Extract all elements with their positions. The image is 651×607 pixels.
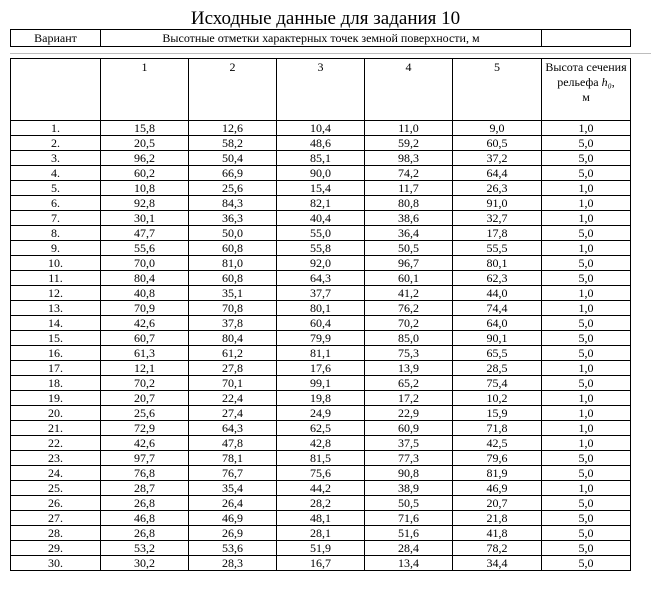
variant-cell: 26.: [11, 496, 101, 511]
elevations-header: Высотные отметки характерных точек земной поверхности, м: [101, 30, 542, 47]
elevation-cell: 35,4: [189, 481, 277, 496]
elevation-cell: 26,8: [101, 526, 189, 541]
table-row: [11, 511, 631, 526]
variant-cell: 12.: [11, 286, 101, 301]
relief-height-cell: 1,0: [542, 361, 631, 376]
elevation-cell: 81,1: [277, 346, 365, 361]
elevation-cell: 92,0: [277, 256, 365, 271]
elevation-cell: 17,6: [277, 361, 365, 376]
elevation-cell: 78,1: [189, 451, 277, 466]
table-row: [11, 241, 631, 256]
elevation-cell: 37,8: [189, 316, 277, 331]
elevation-cell: 60,4: [277, 316, 365, 331]
elevation-cell: 96,2: [101, 151, 189, 166]
table-row: [11, 331, 631, 346]
table-row: [11, 256, 631, 271]
elevation-cell: 42,5: [453, 436, 542, 451]
elevation-cell: 32,7: [453, 211, 542, 226]
elevation-cell: 74,2: [365, 166, 453, 181]
elevation-cell: 72,9: [101, 421, 189, 436]
elevation-cell: 27,4: [189, 406, 277, 421]
table-row: [11, 541, 631, 556]
elevation-cell: 85,0: [365, 331, 453, 346]
relief-height-cell: 1,0: [542, 286, 631, 301]
point-column-header: 1: [101, 59, 189, 121]
elevation-cell: 10,4: [277, 121, 365, 136]
data-table: [10, 58, 631, 571]
relief-height-cell: 1,0: [542, 181, 631, 196]
elevation-cell: 11,0: [365, 121, 453, 136]
relief-height-cell: 1,0: [542, 121, 631, 136]
column-header-row: [11, 59, 631, 121]
elevation-cell: 61,2: [189, 346, 277, 361]
variant-cell: 3.: [11, 151, 101, 166]
elevation-cell: 60,7: [101, 331, 189, 346]
elevation-cell: 37,7: [277, 286, 365, 301]
elevation-cell: 79,9: [277, 331, 365, 346]
elevation-cell: 91,0: [453, 196, 542, 211]
elevation-cell: 71,6: [365, 511, 453, 526]
elevation-cell: 34,4: [453, 556, 542, 571]
elevation-cell: 11,7: [365, 181, 453, 196]
relief-height-cell: 1,0: [542, 196, 631, 211]
table-row: [11, 436, 631, 451]
header-table: [10, 29, 631, 47]
elevation-cell: 60,1: [365, 271, 453, 286]
elevation-cell: 60,8: [189, 271, 277, 286]
variant-cell: 8.: [11, 226, 101, 241]
elevation-cell: 35,1: [189, 286, 277, 301]
elevation-cell: 65,2: [365, 376, 453, 391]
elevation-cell: 26,4: [189, 496, 277, 511]
elevation-cell: 79,6: [453, 451, 542, 466]
elevation-cell: 96,7: [365, 256, 453, 271]
relief-height-cell: 5,0: [542, 136, 631, 151]
relief-height-cell: 1,0: [542, 211, 631, 226]
variant-cell: 20.: [11, 406, 101, 421]
relief-height-cell: 5,0: [542, 256, 631, 271]
elevation-cell: 19,8: [277, 391, 365, 406]
relief-height-cell: 5,0: [542, 316, 631, 331]
elevation-cell: 51,9: [277, 541, 365, 556]
variant-cell: 7.: [11, 211, 101, 226]
elevation-cell: 22,9: [365, 406, 453, 421]
variant-cell: 11.: [11, 271, 101, 286]
relief-height-cell: 5,0: [542, 271, 631, 286]
elevation-cell: 99,1: [277, 376, 365, 391]
elevation-cell: 80,8: [365, 196, 453, 211]
elevation-cell: 20,7: [101, 391, 189, 406]
elevation-cell: 55,5: [453, 241, 542, 256]
elevation-cell: 15,9: [453, 406, 542, 421]
separator-line: [10, 53, 651, 54]
point-column-header: 4: [365, 59, 453, 121]
elevation-cell: 36,4: [365, 226, 453, 241]
elevation-cell: 42,6: [101, 436, 189, 451]
elevation-cell: 46,8: [101, 511, 189, 526]
elevation-cell: 65,5: [453, 346, 542, 361]
elevation-cell: 92,8: [101, 196, 189, 211]
elevation-cell: 64,0: [453, 316, 542, 331]
elevation-cell: 47,8: [189, 436, 277, 451]
elevation-cell: 26,8: [101, 496, 189, 511]
elevation-cell: 25,6: [101, 406, 189, 421]
table-row: [11, 166, 631, 181]
elevation-cell: 97,7: [101, 451, 189, 466]
elevation-cell: 17,2: [365, 391, 453, 406]
elevation-cell: 70,0: [101, 256, 189, 271]
table-row: [11, 496, 631, 511]
empty-header: [542, 30, 631, 47]
elevation-cell: 12,6: [189, 121, 277, 136]
table-row: [11, 526, 631, 541]
page-title: Исходные данные для задания 10: [190, 8, 461, 29]
elevation-cell: 47,7: [101, 226, 189, 241]
relief-height-cell: 5,0: [542, 451, 631, 466]
point-column-header: 5: [453, 59, 542, 121]
elevation-cell: 75,4: [453, 376, 542, 391]
variant-cell: 18.: [11, 376, 101, 391]
elevation-cell: 20,5: [101, 136, 189, 151]
table-row: [11, 451, 631, 466]
elevation-cell: 76,2: [365, 301, 453, 316]
elevation-cell: 70,2: [101, 376, 189, 391]
relief-height-cell: 5,0: [542, 541, 631, 556]
table-row: [11, 196, 631, 211]
elevation-cell: 25,6: [189, 181, 277, 196]
elevation-cell: 81,5: [277, 451, 365, 466]
elevation-cell: 84,3: [189, 196, 277, 211]
variant-cell: 16.: [11, 346, 101, 361]
elevation-cell: 60,9: [365, 421, 453, 436]
elevation-cell: 28,4: [365, 541, 453, 556]
elevation-cell: 50,0: [189, 226, 277, 241]
elevation-cell: 50,5: [365, 496, 453, 511]
elevation-cell: 40,4: [277, 211, 365, 226]
elevation-cell: 9,0: [453, 121, 542, 136]
variant-cell: 27.: [11, 511, 101, 526]
table-row: [11, 301, 631, 316]
table-row: [11, 421, 631, 436]
elevation-cell: 60,5: [453, 136, 542, 151]
elevation-cell: 37,5: [365, 436, 453, 451]
variant-cell: 13.: [11, 301, 101, 316]
elevation-cell: 74,4: [453, 301, 542, 316]
elevation-cell: 82,1: [277, 196, 365, 211]
point-column-header: 2: [189, 59, 277, 121]
elevation-cell: 75,3: [365, 346, 453, 361]
table-row: [11, 286, 631, 301]
elevation-cell: 78,2: [453, 541, 542, 556]
elevation-cell: 80,4: [189, 331, 277, 346]
relief-height-cell: 5,0: [542, 556, 631, 571]
elevation-cell: 44,2: [277, 481, 365, 496]
relief-height-cell: 5,0: [542, 226, 631, 241]
elevation-cell: 26,9: [189, 526, 277, 541]
elevation-cell: 55,0: [277, 226, 365, 241]
elevation-cell: 90,8: [365, 466, 453, 481]
header-row: [11, 30, 631, 47]
variant-cell: 4.: [11, 166, 101, 181]
elevation-cell: 28,3: [189, 556, 277, 571]
relief-height-cell: 1,0: [542, 481, 631, 496]
elevation-cell: 80,1: [277, 301, 365, 316]
elevation-cell: 70,8: [189, 301, 277, 316]
variant-cell: 19.: [11, 391, 101, 406]
elevation-cell: 10,2: [453, 391, 542, 406]
elevation-cell: 22,4: [189, 391, 277, 406]
elevation-cell: 64,3: [277, 271, 365, 286]
relief-height-cell: 5,0: [542, 511, 631, 526]
variant-cell: 22.: [11, 436, 101, 451]
elevation-cell: 42,6: [101, 316, 189, 331]
relief-height-cell: 1,0: [542, 301, 631, 316]
elevation-cell: 30,1: [101, 211, 189, 226]
elevation-cell: 76,7: [189, 466, 277, 481]
elevation-cell: 28,1: [277, 526, 365, 541]
variant-cell: 5.: [11, 181, 101, 196]
relief-height-cell: 5,0: [542, 376, 631, 391]
table-row: [11, 271, 631, 286]
variant-cell: 14.: [11, 316, 101, 331]
table-row: [11, 556, 631, 571]
table-row: [11, 181, 631, 196]
relief-height-cell: 5,0: [542, 346, 631, 361]
elevation-cell: 90,0: [277, 166, 365, 181]
table-row: [11, 391, 631, 406]
variant-cell: 25.: [11, 481, 101, 496]
relief-height-cell: 1,0: [542, 406, 631, 421]
relief-height-cell: 5,0: [542, 526, 631, 541]
relief-height-cell: 5,0: [542, 331, 631, 346]
table-row: [11, 481, 631, 496]
elevation-cell: 38,9: [365, 481, 453, 496]
relief-label-comma: ,: [611, 75, 615, 89]
variant-cell: 23.: [11, 451, 101, 466]
elevation-cell: 16,7: [277, 556, 365, 571]
elevation-cell: 50,4: [189, 151, 277, 166]
elevation-cell: 60,8: [189, 241, 277, 256]
elevation-cell: 36,3: [189, 211, 277, 226]
variant-cell: 1.: [11, 121, 101, 136]
table-row: [11, 211, 631, 226]
elevation-cell: 20,7: [453, 496, 542, 511]
table-row: [11, 346, 631, 361]
table-row: [11, 316, 631, 331]
elevation-cell: 21,8: [453, 511, 542, 526]
elevation-cell: 37,2: [453, 151, 542, 166]
elevation-cell: 81,0: [189, 256, 277, 271]
relief-unit: м: [582, 90, 590, 104]
elevation-cell: 48,1: [277, 511, 365, 526]
variant-header: Вариант: [11, 30, 101, 47]
elevation-cell: 70,9: [101, 301, 189, 316]
relief-label: Высота сечения рельефа: [545, 60, 627, 89]
elevation-cell: 62,5: [277, 421, 365, 436]
elevation-cell: 75,6: [277, 466, 365, 481]
relief-height-cell: 1,0: [542, 421, 631, 436]
elevation-cell: 27,8: [189, 361, 277, 376]
elevation-cell: 13,9: [365, 361, 453, 376]
table-row: [11, 406, 631, 421]
cropped-text-strip: [0, 0, 651, 3]
elevation-cell: 64,3: [189, 421, 277, 436]
relief-height-cell: 1,0: [542, 436, 631, 451]
elevation-cell: 26,3: [453, 181, 542, 196]
elevation-cell: 70,1: [189, 376, 277, 391]
elevation-cell: 71,8: [453, 421, 542, 436]
elevation-cell: 46,9: [189, 511, 277, 526]
elevation-cell: 48,6: [277, 136, 365, 151]
variant-cell: 29.: [11, 541, 101, 556]
relief-height-cell: 1,0: [542, 391, 631, 406]
elevation-cell: 40,8: [101, 286, 189, 301]
elevation-cell: 28,5: [453, 361, 542, 376]
table-row: [11, 151, 631, 166]
elevation-cell: 64,4: [453, 166, 542, 181]
variant-cell: 9.: [11, 241, 101, 256]
elevation-cell: 28,7: [101, 481, 189, 496]
elevation-cell: 90,1: [453, 331, 542, 346]
relief-height-cell: 5,0: [542, 496, 631, 511]
elevation-cell: 77,3: [365, 451, 453, 466]
variant-cell: 2.: [11, 136, 101, 151]
elevation-cell: 61,3: [101, 346, 189, 361]
elevation-cell: 12,1: [101, 361, 189, 376]
elevation-cell: 76,8: [101, 466, 189, 481]
elevation-cell: 38,6: [365, 211, 453, 226]
variant-cell: 17.: [11, 361, 101, 376]
elevation-cell: 24,9: [277, 406, 365, 421]
elevation-cell: 30,2: [101, 556, 189, 571]
relief-symbol: h₀: [601, 75, 612, 89]
elevation-cell: 58,2: [189, 136, 277, 151]
table-row: [11, 361, 631, 376]
elevation-cell: 53,2: [101, 541, 189, 556]
elevation-cell: 59,2: [365, 136, 453, 151]
elevation-cell: 17,8: [453, 226, 542, 241]
variant-column-header: [11, 59, 101, 121]
relief-column-header: [542, 59, 631, 121]
elevation-cell: 15,4: [277, 181, 365, 196]
relief-height-cell: 5,0: [542, 466, 631, 481]
elevation-cell: 28,2: [277, 496, 365, 511]
elevation-cell: 42,8: [277, 436, 365, 451]
relief-height-cell: 5,0: [542, 166, 631, 181]
point-column-header: 3: [277, 59, 365, 121]
elevation-cell: 80,1: [453, 256, 542, 271]
elevation-cell: 10,8: [101, 181, 189, 196]
elevation-cell: 15,8: [101, 121, 189, 136]
elevation-cell: 66,9: [189, 166, 277, 181]
elevation-cell: 62,3: [453, 271, 542, 286]
variant-cell: 24.: [11, 466, 101, 481]
elevation-cell: 41,8: [453, 526, 542, 541]
elevation-cell: 41,2: [365, 286, 453, 301]
table-row: [11, 466, 631, 481]
table-row: [11, 136, 631, 151]
relief-height-cell: 1,0: [542, 241, 631, 256]
elevation-cell: 70,2: [365, 316, 453, 331]
relief-height-cell: 5,0: [542, 151, 631, 166]
variant-cell: 10.: [11, 256, 101, 271]
variant-cell: 6.: [11, 196, 101, 211]
elevation-cell: 50,5: [365, 241, 453, 256]
elevation-cell: 80,4: [101, 271, 189, 286]
elevation-cell: 13,4: [365, 556, 453, 571]
elevation-cell: 85,1: [277, 151, 365, 166]
variant-cell: 30.: [11, 556, 101, 571]
table-row: [11, 121, 631, 136]
elevation-cell: 53,6: [189, 541, 277, 556]
variant-cell: 21.: [11, 421, 101, 436]
table-row: [11, 226, 631, 241]
elevation-cell: 60,2: [101, 166, 189, 181]
elevation-cell: 55,6: [101, 241, 189, 256]
elevation-cell: 46,9: [453, 481, 542, 496]
table-row: [11, 376, 631, 391]
elevation-cell: 81,9: [453, 466, 542, 481]
elevation-cell: 51,6: [365, 526, 453, 541]
variant-cell: 28.: [11, 526, 101, 541]
elevation-cell: 55,8: [277, 241, 365, 256]
elevation-cell: 98,3: [365, 151, 453, 166]
elevation-cell: 44,0: [453, 286, 542, 301]
variant-cell: 15.: [11, 331, 101, 346]
